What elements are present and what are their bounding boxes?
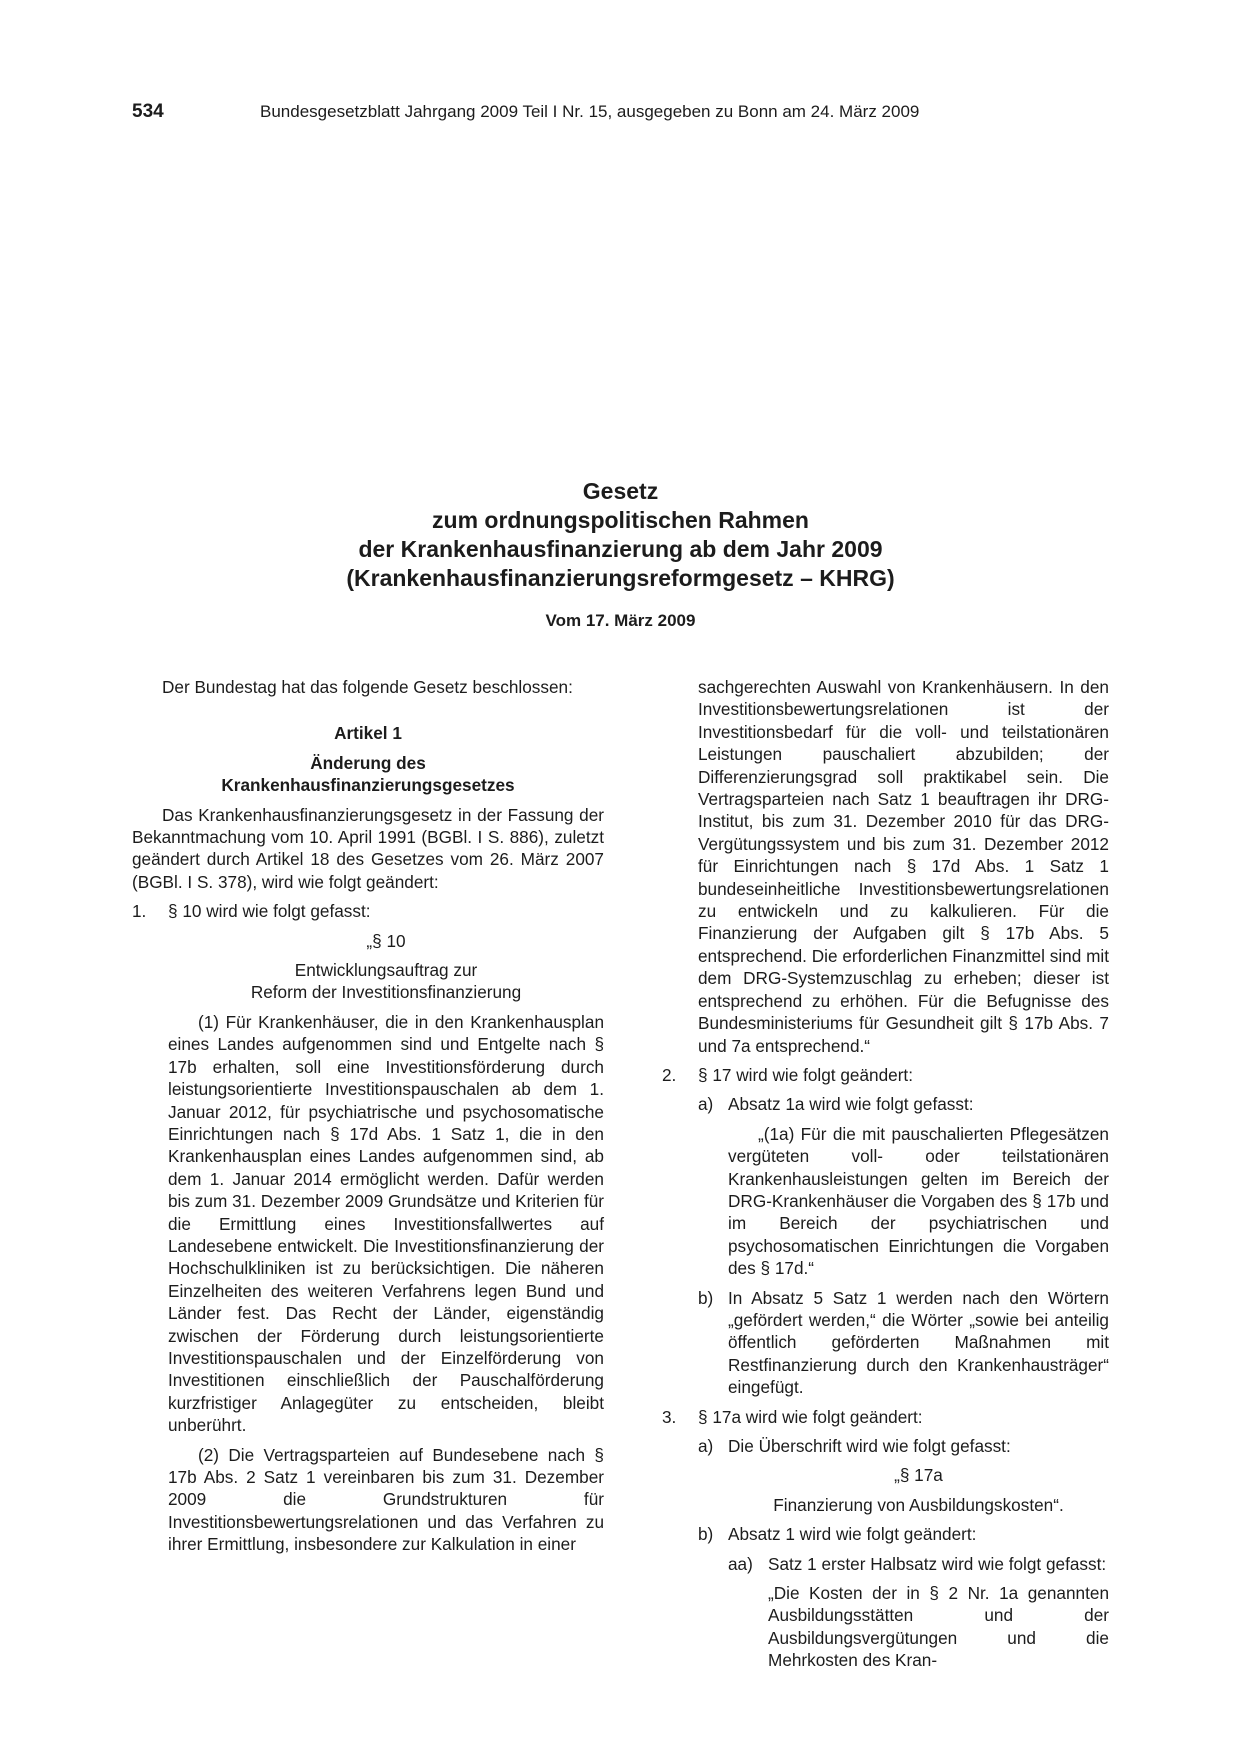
section-title-2: Reform der Investitionsfinanzierung bbox=[250, 982, 522, 1003]
item-number: 1. bbox=[132, 901, 147, 922]
amendment-intro: Das Krankenhausfinanzierungsgesetz in der Fassung der Bekanntmachung vom 10. April 1991 (BGBl. I S. 886), zuletzt geändert durch Artikel 18 des Gesetzes vom 26. März 2007 (BGBl. I S. 378), wird wie folgt geändert: bbox=[132, 804, 604, 892]
article-subtitle-2: Krankenhausfinanzierungsgesetzes bbox=[221, 775, 515, 796]
section-title-1: Entwicklungsauftrag zur bbox=[294, 960, 478, 981]
list-item-2b bbox=[662, 1287, 1109, 1399]
item-text: Die Überschrift wird wie folgt gefasst: bbox=[728, 1436, 1011, 1456]
item-letter: a) bbox=[698, 1436, 714, 1456]
paragraph-abs-1: (1) Für Krankenhäuser, die in den Krankenhausplan eines Landes aufgenommen sind und Entgelte nach § 17b erhalten, soll eine Investitionsförderung durch leistungsorientierte Investitionspauschalen ab dem 1. Januar 2012, für psychiatrische und psychosomatische Einrichtungen nach § 17d Abs. 1 Satz 1, die in den Krankenhausplan eines Landes aufgenommen sind, ab dem 1. Januar 2014 ermöglicht werden. Dafür werden bis zum 31. Dezember 2009 Grundsätze und Kriterien für die Ermittlung eines Investitionsfallwertes auf Landesebene entwickelt. Die Investitionsfinanzierung der Hochschulkliniken ist zu berücksichtigen. Die näheren Einzelheiten des weiteren Verfahrens legen Bund und Länder fest. Das Recht der Länder, eigenständig zwischen der Förderung durch leistungsorientierte Investitionspauschalen und der Einzelförderung von Investitionen einschließlich der Pauschalförderung kurzfristiger Anlagegüter zu entscheiden, bleibt unberührt. bbox=[168, 1011, 604, 1436]
item-number: 2. bbox=[662, 1064, 677, 1085]
item-text: Satz 1 erster Halbsatz wird wie folgt gefasst: bbox=[768, 1553, 1107, 1574]
law-title bbox=[132, 477, 1109, 593]
item-text: § 10 wird wie folgt gefasst: bbox=[168, 901, 371, 922]
title-line-3: der Krankenhausfinanzierung ab dem Jahr 2009 bbox=[358, 536, 883, 562]
list-item-2a bbox=[662, 1093, 1109, 1115]
item-letter: b) bbox=[698, 1287, 714, 1308]
paragraph-abs-2: (2) Die Vertragsparteien auf Bundesebene nach § 17b Abs. 2 Satz 1 vereinbaren bis zum 31. Dezember 2009 die Grundstrukturen für Investitionsbewertungsrelationen und das Verfahren zu ihrer Ermittlung, insbesondere zur Kalkulation in einer bbox=[168, 1444, 604, 1555]
title-line-1: Gesetz bbox=[582, 478, 659, 504]
list-item-3b bbox=[662, 1523, 1109, 1545]
list-item-3 bbox=[662, 1406, 1109, 1428]
item-text: § 17a wird wie folgt geändert: bbox=[698, 1406, 923, 1427]
item-letter: b) bbox=[698, 1524, 714, 1545]
section-label: „§ 10 bbox=[366, 930, 406, 951]
list-item-3a bbox=[662, 1435, 1109, 1457]
section-title: Finanzierung von Ausbildungskosten“. bbox=[773, 1494, 1064, 1515]
page-number: 534 bbox=[132, 101, 164, 122]
page-header bbox=[132, 101, 1109, 125]
intro-paragraph: Der Bundestag hat das folgende Gesetz beschlossen: bbox=[162, 677, 573, 697]
item-letter: aa) bbox=[728, 1553, 753, 1574]
article-subtitle-1: Änderung des bbox=[310, 752, 426, 773]
left-column bbox=[132, 676, 604, 1556]
section-label: „§ 17a bbox=[894, 1465, 943, 1486]
list-item-1 bbox=[132, 900, 604, 922]
title-line-2: zum ordnungspolitischen Rahmen bbox=[432, 507, 809, 533]
right-column bbox=[662, 676, 1109, 1672]
quoted-amendment: „Die Kosten der in § 2 Nr. 1a genannten Ausbildungsstätten und der Ausbildungsvergütungen und die Mehrkosten des Kran- bbox=[768, 1583, 1109, 1671]
item-text: § 17 wird wie folgt geändert: bbox=[698, 1064, 913, 1085]
law-date: Vom 17. März 2009 bbox=[545, 611, 696, 630]
item-text: Absatz 1a wird wie folgt gefasst: bbox=[728, 1094, 974, 1115]
item-letter: a) bbox=[698, 1094, 714, 1115]
article-heading: Artikel 1 bbox=[334, 723, 402, 744]
item-number: 3. bbox=[662, 1406, 677, 1427]
list-item-2 bbox=[662, 1064, 1109, 1086]
quoted-amendment: „(1a) Für die mit pauschalierten Pflegesätzen vergüteten voll- oder teilstationären Krankenhausleistungen gelten im Bereich der DRG-Krankenhäuser die Vorgaben des § 17b und im Bereich der psychiatrischen und psychosomatischen Einrichtungen die Vorgaben des § 17d.“ bbox=[728, 1123, 1109, 1279]
item-text: Absatz 1 wird wie folgt geändert: bbox=[728, 1524, 977, 1545]
item-text: In Absatz 5 Satz 1 werden nach den Wörtern „gefördert werden,“ die Wörter „sowie bei anteilig öffentlich geförderten Maßnahmen mit Restfinanzierung durch den Krankenhausträger“ eingefügt. bbox=[728, 1287, 1109, 1398]
title-line-4: (Krankenhausfinanzierungsreformgesetz – KHRG) bbox=[346, 565, 895, 591]
running-head: Bundesgesetzblatt Jahrgang 2009 Teil I Nr. 15, ausgegeben zu Bonn am 24. März 2009 bbox=[260, 102, 920, 121]
continued-paragraph: sachgerechten Auswahl von Krankenhäusern. In den Investitionsbewertungsrelationen ist der Investitionsbedarf für die voll- und teilstationären Leistungen pauschaliert abzubilden; der Differenzierungsgrad soll praktikabel sein. Die Vertragsparteien nach Satz 1 beauftragen ihr DRG-Institut, bis zum 31. Dezember 2010 für das DRG-Vergütungssystem und bis zum 31. Dezember 2012 für Einrichtungen nach § 17d Abs. 1 Satz 1 bundeseinheitliche Investitionsbewertungsrelationen zu entwickeln und zu kalkulieren. Für die Finanzierung der Aufgaben gilt § 17b Abs. 5 entsprechend. Die erforderlichen Finanzmittel sind mit dem DRG-Systemzuschlag zu erheben; dieser ist entsprechend zu erhöhen. Für die Befugnisse des Bundesministeriums für Gesundheit gilt § 17b Abs. 7 und 7a entsprechend.“ bbox=[698, 677, 1109, 1056]
list-item-3b-aa bbox=[662, 1553, 1109, 1575]
